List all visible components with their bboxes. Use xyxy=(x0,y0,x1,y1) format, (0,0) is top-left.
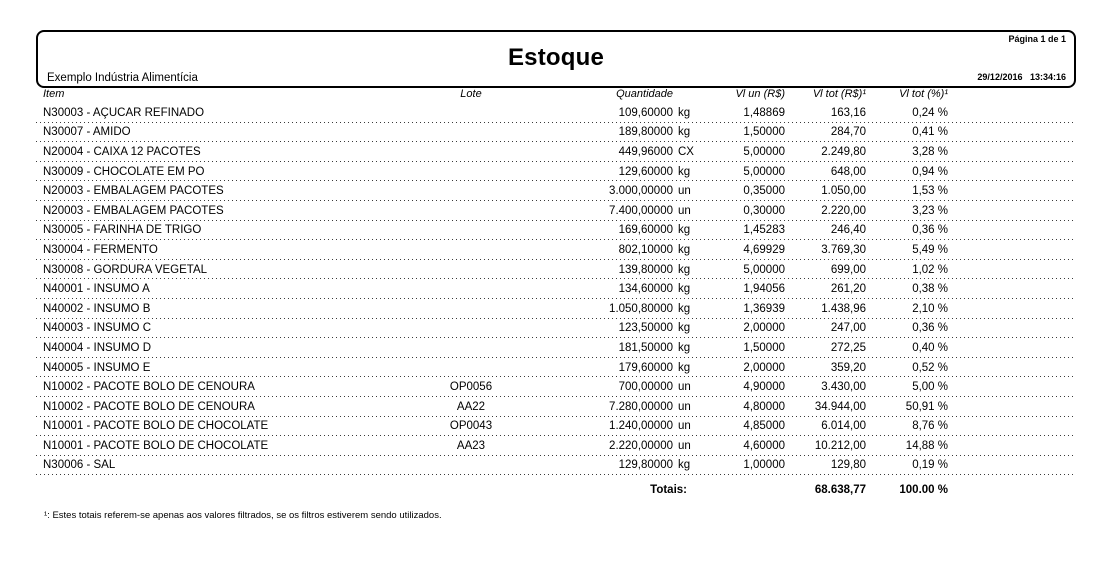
table-row xyxy=(36,377,1076,397)
percent-cell: 0,19 % xyxy=(912,459,948,472)
table-row xyxy=(36,260,1076,280)
unit-value-cell: 1,48869 xyxy=(743,106,785,119)
table-body xyxy=(36,103,1076,475)
lote-cell: AA22 xyxy=(456,400,486,413)
page-title: Estoque xyxy=(507,44,605,71)
totals-vl-tot: 68.638,77 xyxy=(814,484,866,497)
unit-value-cell: 4,69929 xyxy=(743,243,785,256)
quantity-cell: 179,60000 xyxy=(618,361,673,374)
unit-value-cell: 4,80000 xyxy=(743,400,785,413)
total-value-cell: 1.050,00 xyxy=(821,185,866,198)
table-row xyxy=(36,221,1076,241)
percent-cell: 2,10 % xyxy=(912,302,948,315)
percent-cell: 0,94 % xyxy=(912,165,948,178)
percent-cell: 0,38 % xyxy=(912,283,948,296)
percent-cell: 3,23 % xyxy=(912,204,948,217)
percent-cell: 14,88 % xyxy=(905,439,948,452)
table-row xyxy=(36,240,1076,260)
total-value-cell: 284,70 xyxy=(830,126,866,139)
unit-cell: kg xyxy=(678,165,691,178)
quantity-cell: 1.050,80000 xyxy=(609,302,673,315)
unit-cell: kg xyxy=(678,302,691,315)
totals-row xyxy=(36,481,1076,499)
table-row xyxy=(36,417,1076,437)
table-row xyxy=(36,358,1076,378)
total-value-cell: 246,40 xyxy=(830,224,866,237)
table-row xyxy=(36,319,1076,339)
total-value-cell: 261,20 xyxy=(830,283,866,296)
unit-cell: kg xyxy=(678,126,691,139)
item-cell: N40005 - INSUMO E xyxy=(43,361,151,374)
unit-cell: kg xyxy=(678,243,691,256)
quantity-cell: 802,10000 xyxy=(618,243,673,256)
column-header-vl-un: Vl un (R$) xyxy=(735,88,785,100)
unit-value-cell: 5,00000 xyxy=(743,165,785,178)
unit-value-cell: 5,00000 xyxy=(743,263,785,276)
lote-cell: OP0056 xyxy=(449,381,493,394)
quantity-cell: 123,50000 xyxy=(618,322,673,335)
unit-cell: un xyxy=(678,400,691,413)
unit-cell: kg xyxy=(678,322,691,335)
total-value-cell: 34.944,00 xyxy=(814,400,866,413)
item-cell: N30007 - AMIDO xyxy=(43,126,131,139)
percent-cell: 3,28 % xyxy=(912,145,948,158)
totals-vl-pct: 100.00 % xyxy=(899,484,948,497)
item-cell: N10002 - PACOTE BOLO DE CENOURA xyxy=(43,400,255,413)
item-cell: N10001 - PACOTE BOLO DE CHOCOLATE xyxy=(43,439,269,452)
column-header-lote: Lote xyxy=(460,88,482,100)
unit-cell: un xyxy=(678,381,691,394)
unit-cell: kg xyxy=(678,459,691,472)
quantity-cell: 700,00000 xyxy=(618,381,673,394)
quantity-cell: 134,60000 xyxy=(618,283,673,296)
item-cell: N20004 - CAIXA 12 PACOTES xyxy=(43,145,201,158)
total-value-cell: 6.014,00 xyxy=(821,420,866,433)
percent-cell: 1,53 % xyxy=(912,185,948,198)
total-value-cell: 129,80 xyxy=(830,459,866,472)
unit-value-cell: 1,45283 xyxy=(743,224,785,237)
item-cell: N30004 - FERMENTO xyxy=(43,243,158,256)
unit-value-cell: 0,35000 xyxy=(743,185,785,198)
lote-cell: AA23 xyxy=(456,439,486,452)
unit-value-cell: 1,50000 xyxy=(743,341,785,354)
item-cell: N20003 - EMBALAGEM PACOTES xyxy=(43,185,224,198)
quantity-cell: 2.220,00000 xyxy=(609,439,673,452)
unit-value-cell: 1,94056 xyxy=(743,283,785,296)
total-value-cell: 648,00 xyxy=(830,165,866,178)
unit-cell: kg xyxy=(678,361,691,374)
stock-table xyxy=(36,88,1076,499)
quantity-cell: 1.240,00000 xyxy=(609,420,673,433)
table-row xyxy=(36,299,1076,319)
total-value-cell: 2.220,00 xyxy=(821,204,866,217)
total-value-cell: 2.249,80 xyxy=(821,145,866,158)
table-row xyxy=(36,397,1076,417)
unit-cell: kg xyxy=(678,106,691,119)
footnote: ¹: Estes totais referem-se apenas aos valores filtrados, se os filtros estiverem sendo utilizados. xyxy=(44,510,442,522)
item-cell: N40002 - INSUMO B xyxy=(43,302,151,315)
column-header-vl-pct: Vl tot (%)¹ xyxy=(899,88,948,100)
quantity-cell: 129,60000 xyxy=(618,165,673,178)
item-cell: N30003 - AÇÚCAR REFINADO xyxy=(43,106,205,119)
table-row xyxy=(36,436,1076,456)
item-cell: N10001 - PACOTE BOLO DE CHOCOLATE xyxy=(43,420,269,433)
unit-cell: CX xyxy=(678,145,694,158)
unit-value-cell: 4,85000 xyxy=(743,420,785,433)
unit-cell: kg xyxy=(678,263,691,276)
table-row xyxy=(36,103,1076,123)
unit-value-cell: 2,00000 xyxy=(743,361,785,374)
unit-value-cell: 1,50000 xyxy=(743,126,785,139)
percent-cell: 0,36 % xyxy=(912,224,948,237)
unit-value-cell: 1,00000 xyxy=(743,459,785,472)
column-header-item: Item xyxy=(43,88,65,100)
unit-value-cell: 4,90000 xyxy=(743,381,785,394)
quantity-cell: 189,80000 xyxy=(618,126,673,139)
item-cell: N40001 - INSUMO A xyxy=(43,283,150,296)
percent-cell: 0,52 % xyxy=(912,361,948,374)
total-value-cell: 272,25 xyxy=(830,341,866,354)
table-row xyxy=(36,338,1076,358)
column-header-vl-tot: Vl tot (R$)¹ xyxy=(812,88,866,100)
totals-label: Totais: xyxy=(650,484,687,497)
percent-cell: 5,49 % xyxy=(912,243,948,256)
item-cell: N40004 - INSUMO D xyxy=(43,341,152,354)
percent-cell: 8,76 % xyxy=(912,420,948,433)
quantity-cell: 139,80000 xyxy=(618,263,673,276)
percent-cell: 0,24 % xyxy=(912,106,948,119)
unit-cell: un xyxy=(678,185,691,198)
table-row xyxy=(36,279,1076,299)
quantity-cell: 169,60000 xyxy=(618,224,673,237)
unit-cell: un xyxy=(678,204,691,217)
column-header-quantidade: Quantidade xyxy=(616,88,673,100)
table-row xyxy=(36,456,1076,476)
unit-value-cell: 5,00000 xyxy=(743,145,785,158)
quantity-cell: 129,80000 xyxy=(618,459,673,472)
table-row xyxy=(36,123,1076,143)
table-row xyxy=(36,142,1076,162)
table-header-row xyxy=(36,88,1076,103)
unit-value-cell: 1,36939 xyxy=(743,302,785,315)
item-cell: N20003 - EMBALAGEM PACOTES xyxy=(43,204,224,217)
unit-cell: un xyxy=(678,439,691,452)
total-value-cell: 359,20 xyxy=(830,361,866,374)
report-header xyxy=(36,30,1076,88)
percent-cell: 50,91 % xyxy=(905,400,948,413)
unit-cell: un xyxy=(678,420,691,433)
unit-value-cell: 4,60000 xyxy=(743,439,785,452)
quantity-cell: 109,60000 xyxy=(618,106,673,119)
total-value-cell: 1.438,96 xyxy=(821,302,866,315)
total-value-cell: 3.430,00 xyxy=(821,381,866,394)
report-datetime: 29/12/2016 13:34:16 xyxy=(977,72,1066,82)
total-value-cell: 163,16 xyxy=(830,106,866,119)
table-row xyxy=(36,201,1076,221)
percent-cell: 5,00 % xyxy=(912,381,948,394)
unit-cell: kg xyxy=(678,224,691,237)
unit-value-cell: 0,30000 xyxy=(743,204,785,217)
unit-value-cell: 2,00000 xyxy=(743,322,785,335)
percent-cell: 0,41 % xyxy=(912,126,948,139)
item-cell: N10002 - PACOTE BOLO DE CENOURA xyxy=(43,381,255,394)
total-value-cell: 10.212,00 xyxy=(814,439,866,452)
percent-cell: 0,40 % xyxy=(912,341,948,354)
company-name: Exemplo Indústria Alimentícia xyxy=(47,72,198,84)
quantity-cell: 181,50000 xyxy=(618,341,673,354)
item-cell: N40003 - INSUMO C xyxy=(43,322,152,335)
quantity-cell: 449,96000 xyxy=(618,145,673,158)
quantity-cell: 3.000,00000 xyxy=(609,185,673,198)
unit-cell: kg xyxy=(678,341,691,354)
quantity-cell: 7.280,00000 xyxy=(609,400,673,413)
percent-cell: 1,02 % xyxy=(912,263,948,276)
quantity-cell: 7.400,00000 xyxy=(609,204,673,217)
lote-cell: OP0043 xyxy=(449,420,493,433)
table-row xyxy=(36,162,1076,182)
percent-cell: 0,36 % xyxy=(912,322,948,335)
item-cell: N30006 - SAL xyxy=(43,459,116,472)
item-cell: N30009 - CHOCOLATE EM PÓ xyxy=(43,165,205,178)
total-value-cell: 3.769,30 xyxy=(821,243,866,256)
item-cell: N30005 - FARINHA DE TRIGO xyxy=(43,224,202,237)
total-value-cell: 247,00 xyxy=(830,322,866,335)
page-indicator: Página 1 de 1 xyxy=(1008,34,1066,44)
unit-cell: kg xyxy=(678,283,691,296)
total-value-cell: 699,00 xyxy=(830,263,866,276)
table-row xyxy=(36,181,1076,201)
item-cell: N30008 - GORDURA VEGETAL xyxy=(43,263,208,276)
